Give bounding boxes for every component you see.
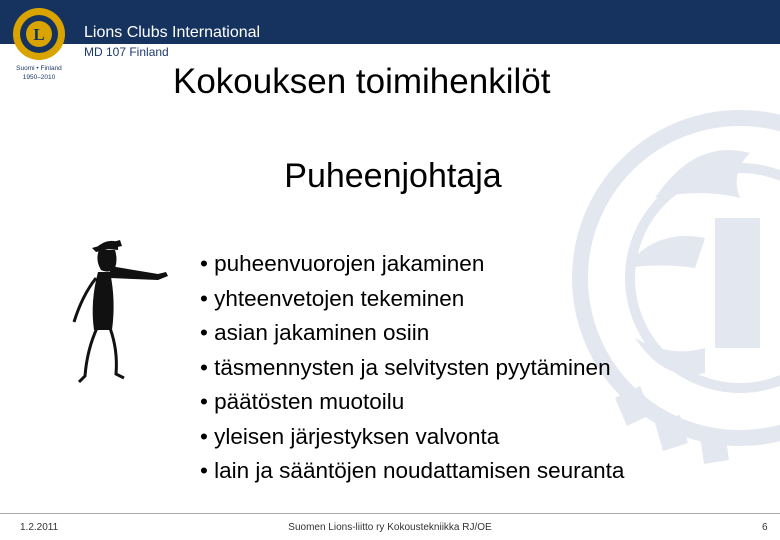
district-label: MD 107 Finland <box>84 45 169 59</box>
svg-text:L: L <box>33 25 45 44</box>
footer-divider <box>0 513 780 514</box>
list-item: • täsmennysten ja selvitysten pyytäminen <box>200 351 624 386</box>
footer-date: 1.2.2011 <box>20 522 59 533</box>
list-item: • puheenvuorojen jakaminen <box>200 247 624 282</box>
lions-logo <box>8 6 70 86</box>
list-item: • yleisen järjestyksen valvonta <box>200 420 624 455</box>
footer-text: Suomen Lions-liitto ry Kokoustekniikka RJ/OE <box>288 522 492 533</box>
org-name: Lions Clubs International <box>84 24 261 41</box>
list-item: • asian jakaminen osiin <box>200 316 624 351</box>
svg-text:1950–2010: 1950–2010 <box>22 74 56 81</box>
page-number: 6 <box>762 522 768 533</box>
slide-subtitle: Puheenjohtaja <box>284 157 502 195</box>
pointing-stick-figure-icon <box>66 238 172 386</box>
slide-title: Kokouksen toimihenkilöt <box>173 62 551 101</box>
duties-list <box>200 247 624 489</box>
list-item: • päätösten muotoilu <box>200 385 624 420</box>
list-item: • yhteenvetojen tekeminen <box>200 282 624 317</box>
svg-text:Suomi • Finland: Suomi • Finland <box>16 65 62 72</box>
list-item: • lain ja sääntöjen noudattamisen seuranta <box>200 454 624 489</box>
